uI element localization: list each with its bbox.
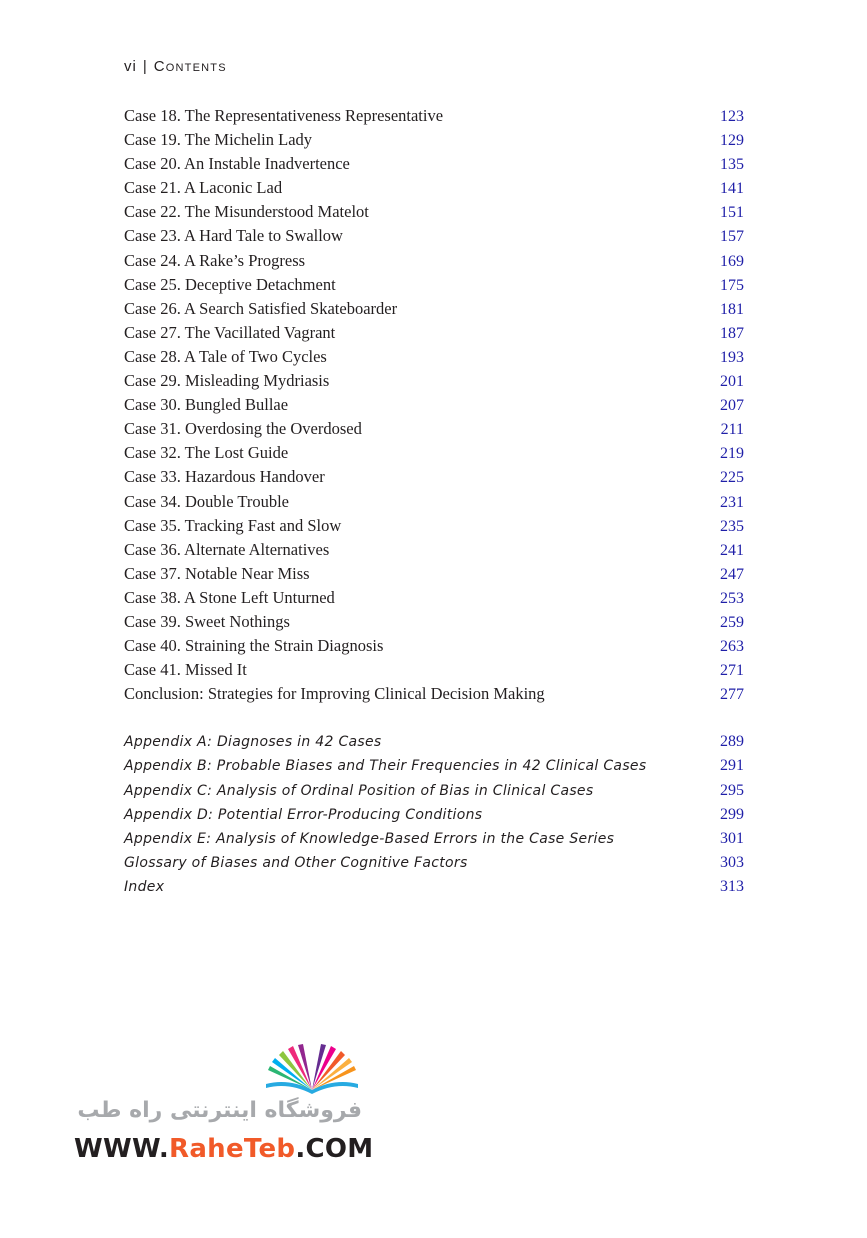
- toc-entry-title: Case 27. The Vacillated Vagrant: [124, 322, 336, 342]
- toc-entry-title: Case 38. A Stone Left Unturned: [124, 587, 335, 607]
- toc-page-number[interactable]: 299: [720, 805, 744, 823]
- toc-page-number[interactable]: 289: [720, 733, 744, 751]
- watermark-persian-text: فروشگاه اینترنتی راه طب: [77, 1098, 362, 1123]
- toc-entry-title: Case 26. A Search Satisfied Skateboarder: [124, 298, 398, 318]
- open-book-rainbow-icon: [262, 1044, 362, 1096]
- toc-entry-title: Appendix B: Probable Biases and Their Frequencies in 42 Clinical Cases: [124, 758, 647, 775]
- toc-page-number[interactable]: 181: [720, 300, 744, 318]
- toc-entry-title: Index: [124, 878, 165, 895]
- toc-page-number[interactable]: 141: [720, 180, 744, 198]
- toc-entry-title: Appendix D: Potential Error-Producing Conditions: [124, 806, 483, 823]
- toc-page-number[interactable]: 231: [720, 493, 744, 511]
- toc-page-number[interactable]: 291: [720, 757, 744, 775]
- toc-page-number[interactable]: 123: [720, 108, 744, 125]
- watermark-url-suffix: .COM: [295, 1134, 374, 1164]
- header-separator: |: [142, 58, 148, 75]
- toc-row[interactable]: [124, 249, 744, 273]
- toc-section-gap: [124, 706, 744, 730]
- toc-row[interactable]: [124, 152, 744, 176]
- toc-entry-title: Case 29. Misleading Mydriasis: [124, 371, 330, 391]
- toc-page-number[interactable]: 225: [720, 469, 744, 487]
- toc-row[interactable]: [124, 176, 744, 200]
- toc-row[interactable]: [124, 104, 744, 128]
- toc-entry-title: Glossary of Biases and Other Cognitive Factors: [124, 854, 468, 871]
- toc-page-number[interactable]: 135: [720, 156, 744, 174]
- toc-page-number[interactable]: 301: [720, 829, 744, 847]
- header-section-title: Contents: [153, 58, 227, 75]
- toc-row[interactable]: [124, 779, 744, 803]
- toc-page-number[interactable]: 295: [720, 781, 744, 799]
- toc-row[interactable]: [124, 490, 744, 514]
- toc-row[interactable]: [124, 200, 744, 224]
- toc-entry-title: Case 21. A Laconic Lad: [124, 178, 283, 198]
- toc-page-number[interactable]: 253: [720, 589, 744, 607]
- toc-page-number[interactable]: 201: [720, 373, 744, 391]
- toc-entry-title: Case 33. Hazardous Handover: [124, 467, 325, 487]
- toc-page-number[interactable]: 241: [720, 541, 744, 559]
- toc-entry-title: Case 40. Straining the Strain Diagnosis: [124, 636, 384, 656]
- toc-page-number[interactable]: 211: [720, 421, 744, 439]
- watermark-url-brand: RaheTeb: [169, 1134, 296, 1164]
- toc-entry-title: Case 23. A Hard Tale to Swallow: [124, 226, 343, 246]
- toc-page-number[interactable]: 247: [720, 565, 744, 583]
- toc-row[interactable]: [124, 586, 744, 610]
- toc-entry-title: Conclusion: Strategies for Improving Clinical Decision Making: [124, 684, 545, 704]
- toc-row[interactable]: [124, 465, 744, 489]
- toc-row[interactable]: [124, 827, 744, 851]
- toc-entry-title: Case 34. Double Trouble: [124, 491, 289, 511]
- toc-page-number[interactable]: 271: [720, 662, 744, 680]
- toc-entry-title: Case 20. An Instable Inadvertence: [124, 154, 350, 174]
- toc-row[interactable]: [124, 682, 744, 706]
- toc-page-number[interactable]: 157: [720, 228, 744, 246]
- toc-row[interactable]: [124, 369, 744, 393]
- toc-entry-title: Case 28. A Tale of Two Cycles: [124, 346, 327, 366]
- toc-row[interactable]: [124, 393, 744, 417]
- toc-entry-title: Case 39. Sweet Nothings: [124, 611, 290, 631]
- toc-entry-title: Case 18. The Representativeness Representative: [124, 106, 444, 125]
- toc-row[interactable]: [124, 273, 744, 297]
- toc-page-number[interactable]: 151: [720, 204, 744, 222]
- toc-entry-title: Appendix A: Diagnoses in 42 Cases: [124, 734, 382, 751]
- toc-row[interactable]: [124, 417, 744, 441]
- toc-row[interactable]: [124, 345, 744, 369]
- toc-entry-title: Case 30. Bungled Bullae: [124, 395, 289, 415]
- toc-page-number[interactable]: 313: [720, 877, 744, 895]
- watermark: [72, 1044, 372, 1174]
- toc-entry-title: Case 41. Missed It: [124, 660, 247, 680]
- toc-page-number[interactable]: 175: [720, 276, 744, 294]
- running-head: [124, 58, 227, 75]
- toc-entry-title: Case 24. A Rake’s Progress: [124, 250, 306, 270]
- toc-row[interactable]: [124, 441, 744, 465]
- toc-page-number[interactable]: 259: [720, 613, 744, 631]
- toc-page-number[interactable]: 193: [720, 348, 744, 366]
- toc-entry-title: Appendix C: Analysis of Ordinal Position of Bias in Clinical Cases: [124, 782, 594, 799]
- toc-entry-title: Case 31. Overdosing the Overdosed: [124, 419, 362, 439]
- toc-row[interactable]: [124, 538, 744, 562]
- toc-row[interactable]: [124, 610, 744, 634]
- toc-row[interactable]: [124, 321, 744, 345]
- toc-entry-title: Case 19. The Michelin Lady: [124, 130, 313, 150]
- toc-row[interactable]: [124, 803, 744, 827]
- toc-page-number[interactable]: 169: [720, 252, 744, 270]
- toc-row[interactable]: [124, 562, 744, 586]
- toc-entry-title: Case 22. The Misunderstood Matelot: [124, 202, 369, 222]
- toc-entry-title: Case 36. Alternate Alternatives: [124, 539, 330, 559]
- toc-entry-title: Case 32. The Lost Guide: [124, 443, 289, 463]
- toc-page-number[interactable]: 263: [720, 638, 744, 656]
- toc-page-number[interactable]: 303: [720, 853, 744, 871]
- header-page-number: vi: [124, 58, 137, 75]
- watermark-url-prefix: WWW.: [74, 1134, 169, 1164]
- toc-page-number[interactable]: 187: [720, 324, 744, 342]
- toc-row[interactable]: [124, 514, 744, 538]
- toc-entry-title: Appendix E: Analysis of Knowledge-Based Errors in the Case Series: [124, 830, 615, 847]
- toc-entry-title: Case 35. Tracking Fast and Slow: [124, 515, 342, 535]
- toc-page-number[interactable]: 129: [720, 132, 744, 150]
- toc-page-number[interactable]: 235: [720, 517, 744, 535]
- table-of-contents: [124, 104, 744, 899]
- toc-page-number[interactable]: 219: [720, 445, 744, 463]
- toc-row[interactable]: [124, 658, 744, 682]
- toc-page-number[interactable]: 207: [720, 397, 744, 415]
- toc-row[interactable]: [124, 224, 744, 248]
- toc-row[interactable]: [124, 730, 744, 754]
- toc-row[interactable]: [124, 851, 744, 875]
- toc-row[interactable]: [124, 875, 744, 899]
- toc-entry-title: Case 25. Deceptive Detachment: [124, 274, 336, 294]
- toc-entry-title: Case 37. Notable Near Miss: [124, 563, 310, 583]
- toc-row[interactable]: [124, 634, 744, 658]
- watermark-url: [74, 1134, 373, 1164]
- toc-row[interactable]: [124, 754, 744, 778]
- toc-row[interactable]: [124, 128, 744, 152]
- toc-row[interactable]: [124, 297, 744, 321]
- toc-page-number[interactable]: 277: [720, 686, 744, 704]
